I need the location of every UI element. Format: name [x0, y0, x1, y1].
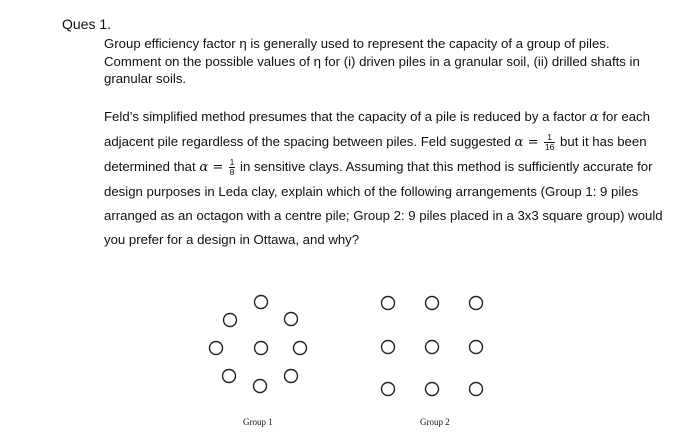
pile-circle [426, 341, 439, 354]
pile-circle [294, 342, 307, 355]
pile-circle [382, 383, 395, 396]
pile-circle [285, 370, 298, 383]
pile-circle [470, 341, 483, 354]
fraction-numerator: 1 [544, 133, 555, 143]
text-run: Feld’s simplified method presumes that the capacity of a pile is reduced by a factor [104, 109, 590, 124]
text-run: but it has been [556, 134, 647, 149]
paragraph-line: design purposes in Leda clay, explain which of the following arrangements (Group 1: 9 piles [104, 184, 639, 199]
pile-circle [470, 383, 483, 396]
text-run: for each [598, 109, 650, 124]
alpha-equation: α = [199, 160, 228, 175]
pile-circle [470, 297, 483, 310]
group-1-label: Group 1 [243, 417, 273, 427]
text-run: adjacent pile regardless of the spacing between piles. Feld suggested [104, 134, 515, 149]
fraction-numerator: 1 [229, 157, 235, 168]
paragraph-line: Group efficiency factor η is generally used to represent the capacity of a group of piles. [104, 36, 610, 51]
paragraph-line: arranged as an octagon with a centre pile; Group 2: 9 piles placed in a 3x3 square group) would [104, 208, 663, 223]
pile-circle [254, 380, 267, 393]
paragraph-line: Comment on the possible values of η for (i) driven piles in a granular soil, (ii) drilled shafts in [104, 53, 640, 69]
pile-circle [223, 370, 236, 383]
alpha-equation: α = [514, 135, 543, 150]
pile-circle [224, 314, 237, 327]
question-label: Ques 1. [62, 16, 112, 32]
text-run: in sensitive clays. Assuming that this method is sufficiently accurate for [236, 159, 653, 174]
group-1-piles [210, 296, 307, 393]
pile-circle [255, 296, 268, 309]
paragraph-line: you prefer for a design in Ottawa, and why? [104, 232, 360, 247]
pile-circle [426, 383, 439, 396]
group-2-label: Group 2 [420, 417, 450, 427]
paragraph-line: granular soils. [104, 71, 187, 86]
text-run: determined that [104, 159, 200, 174]
pile-circle [426, 297, 439, 310]
fraction-denominator: 8 [229, 167, 235, 178]
pile-circle [285, 313, 298, 326]
fraction-denominator: 16 [544, 142, 555, 153]
pile-circle [255, 342, 268, 355]
pile-circle [210, 342, 223, 355]
pile-circle [382, 341, 395, 354]
pile-circle [382, 297, 395, 310]
alpha-symbol: α [589, 110, 599, 125]
group-2-piles [382, 297, 483, 396]
